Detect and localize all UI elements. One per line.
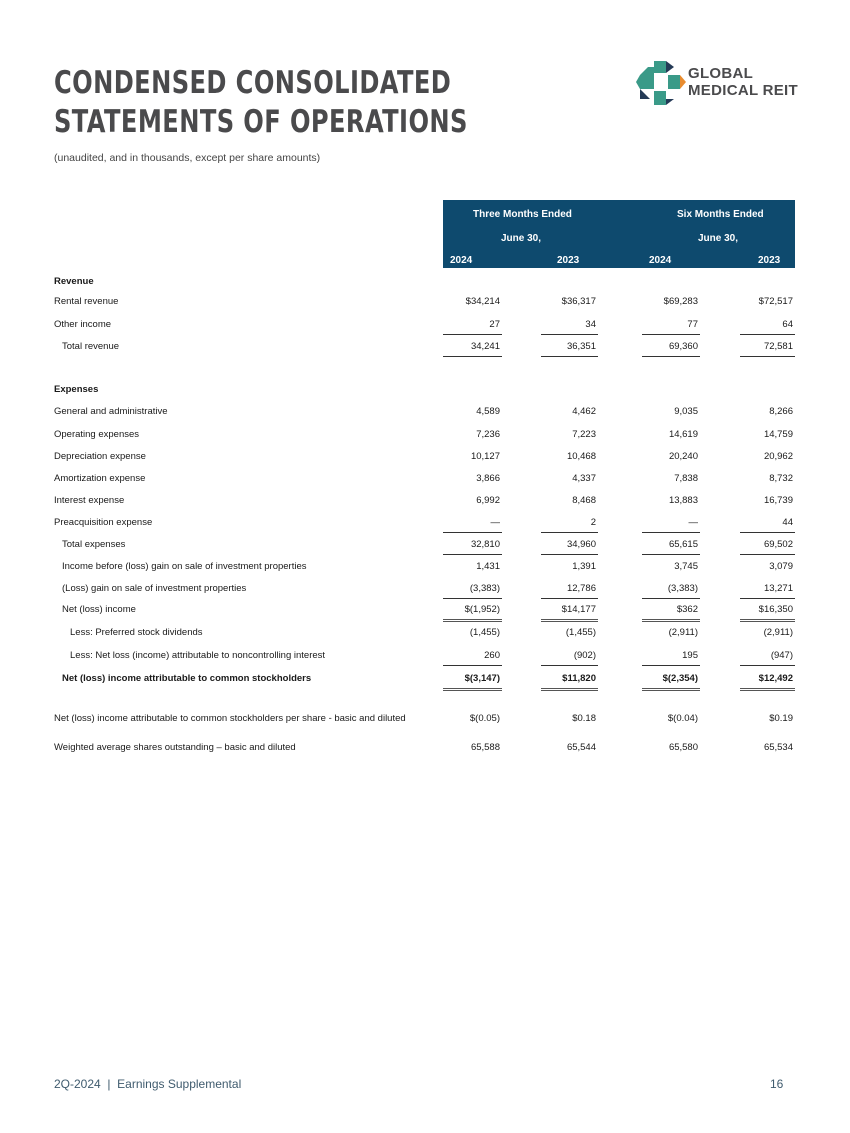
underline — [443, 554, 502, 555]
cell-value: 6,992 — [476, 495, 500, 506]
underline — [740, 554, 795, 555]
row-label: Other income — [54, 319, 112, 330]
underline — [740, 665, 795, 666]
cell-value: 195 — [682, 650, 698, 661]
cell-value: $36,317 — [561, 296, 596, 307]
cell-value: 77 — [687, 319, 698, 330]
cell-value: $362 — [676, 604, 698, 615]
underline — [541, 598, 598, 599]
underline — [642, 665, 700, 666]
underline — [541, 532, 598, 533]
cell-value: (947) — [770, 650, 793, 661]
row-label: Total expenses — [62, 539, 126, 550]
group-header-six-months-date: June 30, — [698, 233, 739, 244]
company-logo — [636, 59, 826, 109]
underline — [443, 334, 502, 335]
cell-value: (3,383) — [469, 583, 500, 594]
cell-value: $72,517 — [758, 296, 793, 307]
underline — [642, 334, 700, 335]
underline — [541, 554, 598, 555]
cell-value: 65,580 — [668, 742, 698, 753]
year-header-col4: 2023 — [758, 255, 781, 266]
cell-value: 65,534 — [763, 742, 793, 753]
cell-value: $16,350 — [758, 604, 793, 615]
cell-value: 8,732 — [769, 473, 793, 484]
cell-value: $12,492 — [758, 673, 793, 684]
cell-value: 9,035 — [674, 406, 698, 417]
title-line-1: CONDENSED CONSOLIDATED — [54, 65, 452, 101]
cell-value: 27 — [489, 319, 500, 330]
double-underline — [541, 688, 598, 691]
cell-value: (3,383) — [667, 583, 698, 594]
cell-value: $0.18 — [572, 713, 596, 724]
cell-value: 14,759 — [763, 429, 793, 440]
double-underline — [541, 619, 598, 622]
row-label: Income before (loss) gain on sale of investment properties — [62, 561, 307, 572]
underline — [443, 665, 502, 666]
group-header-six-months: Six Months Ended — [677, 209, 764, 220]
row-label: General and administrative — [54, 406, 168, 417]
underline — [642, 356, 700, 357]
double-underline — [642, 688, 700, 691]
cell-value: 13,271 — [763, 583, 793, 594]
row-label: Preacquisition expense — [54, 517, 153, 528]
cell-value: 3,079 — [769, 561, 793, 572]
cell-value: 13,883 — [668, 495, 698, 506]
row-label: (Loss) gain on sale of investment properties — [62, 583, 247, 594]
logo-text-line-1: GLOBAL — [688, 65, 754, 82]
cell-value: 65,588 — [470, 742, 500, 753]
cell-value: 14,619 — [668, 429, 698, 440]
cell-value: $69,283 — [663, 296, 698, 307]
cell-value: 65,544 — [566, 742, 596, 753]
cell-value: 4,589 — [476, 406, 500, 417]
cell-value: 34,960 — [566, 539, 596, 550]
cell-value: 7,236 — [476, 429, 500, 440]
row-label: Expenses — [54, 384, 99, 395]
cell-value: 3,866 — [476, 473, 500, 484]
cell-value: $34,214 — [465, 296, 500, 307]
year-header-col2: 2023 — [557, 255, 580, 266]
cell-value: 7,838 — [674, 473, 698, 484]
double-underline — [740, 688, 795, 691]
row-label: Rental revenue — [54, 296, 119, 307]
group-header-three-months: Three Months Ended — [473, 209, 572, 220]
cell-value: (2,911) — [668, 627, 698, 638]
cell-value: 20,962 — [763, 451, 793, 462]
underline — [740, 334, 795, 335]
double-underline — [443, 688, 502, 691]
cell-value: 4,337 — [572, 473, 596, 484]
row-label: Less: Net loss (income) attributable to noncontrolling interest — [70, 650, 326, 661]
underline — [740, 598, 795, 599]
cell-value: $(0.04) — [667, 713, 698, 724]
underline — [443, 532, 502, 533]
cell-value: 2 — [590, 517, 596, 528]
logo-text — [688, 65, 798, 99]
title-line-2: STATEMENTS OF OPERATIONS — [54, 104, 468, 140]
cell-value: $(3,147) — [464, 673, 500, 684]
year-header-col3: 2024 — [649, 255, 672, 266]
cell-value: $14,177 — [561, 604, 596, 615]
cell-value: $0.19 — [769, 713, 793, 724]
group-header-three-months-date: June 30, — [501, 233, 542, 244]
cell-value: (1,455) — [565, 627, 596, 638]
year-header-col1: 2024 — [450, 255, 473, 266]
cell-value: (2,911) — [763, 627, 793, 638]
cell-value: 69,360 — [668, 341, 698, 352]
underline — [443, 356, 502, 357]
double-underline — [443, 619, 502, 622]
cell-value: $11,820 — [562, 673, 596, 684]
cell-value: 4,462 — [572, 406, 596, 417]
cell-value: (1,455) — [469, 627, 500, 638]
cell-value: 36,351 — [566, 341, 596, 352]
cell-value: 1,391 — [572, 561, 596, 572]
cell-value: 20,240 — [668, 451, 698, 462]
row-label: Less: Preferred stock dividends — [70, 627, 203, 638]
page-title — [54, 64, 468, 142]
footer-label: 2Q-2024 | Earnings Supplemental — [54, 1077, 242, 1091]
cell-value: 7,223 — [572, 429, 596, 440]
cell-value: — — [688, 517, 698, 528]
underline — [443, 598, 502, 599]
cell-value: 10,468 — [566, 451, 596, 462]
row-label: Revenue — [54, 276, 94, 287]
cell-value: 3,745 — [674, 561, 698, 572]
row-label: Depreciation expense — [54, 451, 146, 462]
underline — [642, 554, 700, 555]
double-underline — [740, 619, 795, 622]
cell-value: 12,786 — [566, 583, 596, 594]
cell-value: 32,810 — [470, 539, 500, 550]
cell-value: 65,615 — [668, 539, 698, 550]
cell-value: 44 — [782, 517, 793, 528]
logo-text-line-2: MEDICAL REIT — [688, 82, 798, 99]
double-underline — [642, 619, 700, 622]
cell-value: 260 — [484, 650, 500, 661]
row-label: Total revenue — [62, 341, 120, 352]
row-label: Operating expenses — [54, 429, 140, 440]
cell-value: $(2,354) — [662, 673, 698, 684]
row-label: Amortization expense — [54, 473, 146, 484]
underline — [740, 356, 795, 357]
underline — [541, 665, 598, 666]
cell-value: 72,581 — [763, 341, 793, 352]
row-label: Interest expense — [54, 495, 125, 506]
cell-value: 8,266 — [769, 406, 793, 417]
cell-value: 16,739 — [763, 495, 793, 506]
cell-value: 69,502 — [763, 539, 793, 550]
cell-value: 64 — [782, 319, 793, 330]
cell-value: 1,431 — [476, 561, 500, 572]
underline — [642, 598, 700, 599]
cell-value: (902) — [573, 650, 596, 661]
underline — [642, 532, 700, 533]
cell-value: $(0.05) — [469, 713, 500, 724]
row-label: Net (loss) income attributable to common stockholders — [62, 673, 312, 684]
row-label: Net (loss) income attributable to common stockholders per share - basic and diluted — [54, 713, 406, 724]
row-label: Weighted average shares outstanding – basic and diluted — [54, 742, 296, 753]
cell-value: $(1,952) — [464, 604, 500, 615]
underline — [740, 532, 795, 533]
logo-mark-icon — [636, 59, 686, 109]
underline — [541, 356, 598, 357]
cell-value: — — [490, 517, 500, 528]
cell-value: 34 — [585, 319, 596, 330]
underline — [541, 334, 598, 335]
cell-value: 34,241 — [470, 341, 500, 352]
cell-value: 8,468 — [572, 495, 596, 506]
page-number: 16 — [770, 1077, 784, 1091]
cell-value: 10,127 — [470, 451, 500, 462]
row-label: Net (loss) income — [62, 604, 136, 615]
subtitle: (unaudited, and in thousands, except per share amounts) — [54, 152, 321, 164]
